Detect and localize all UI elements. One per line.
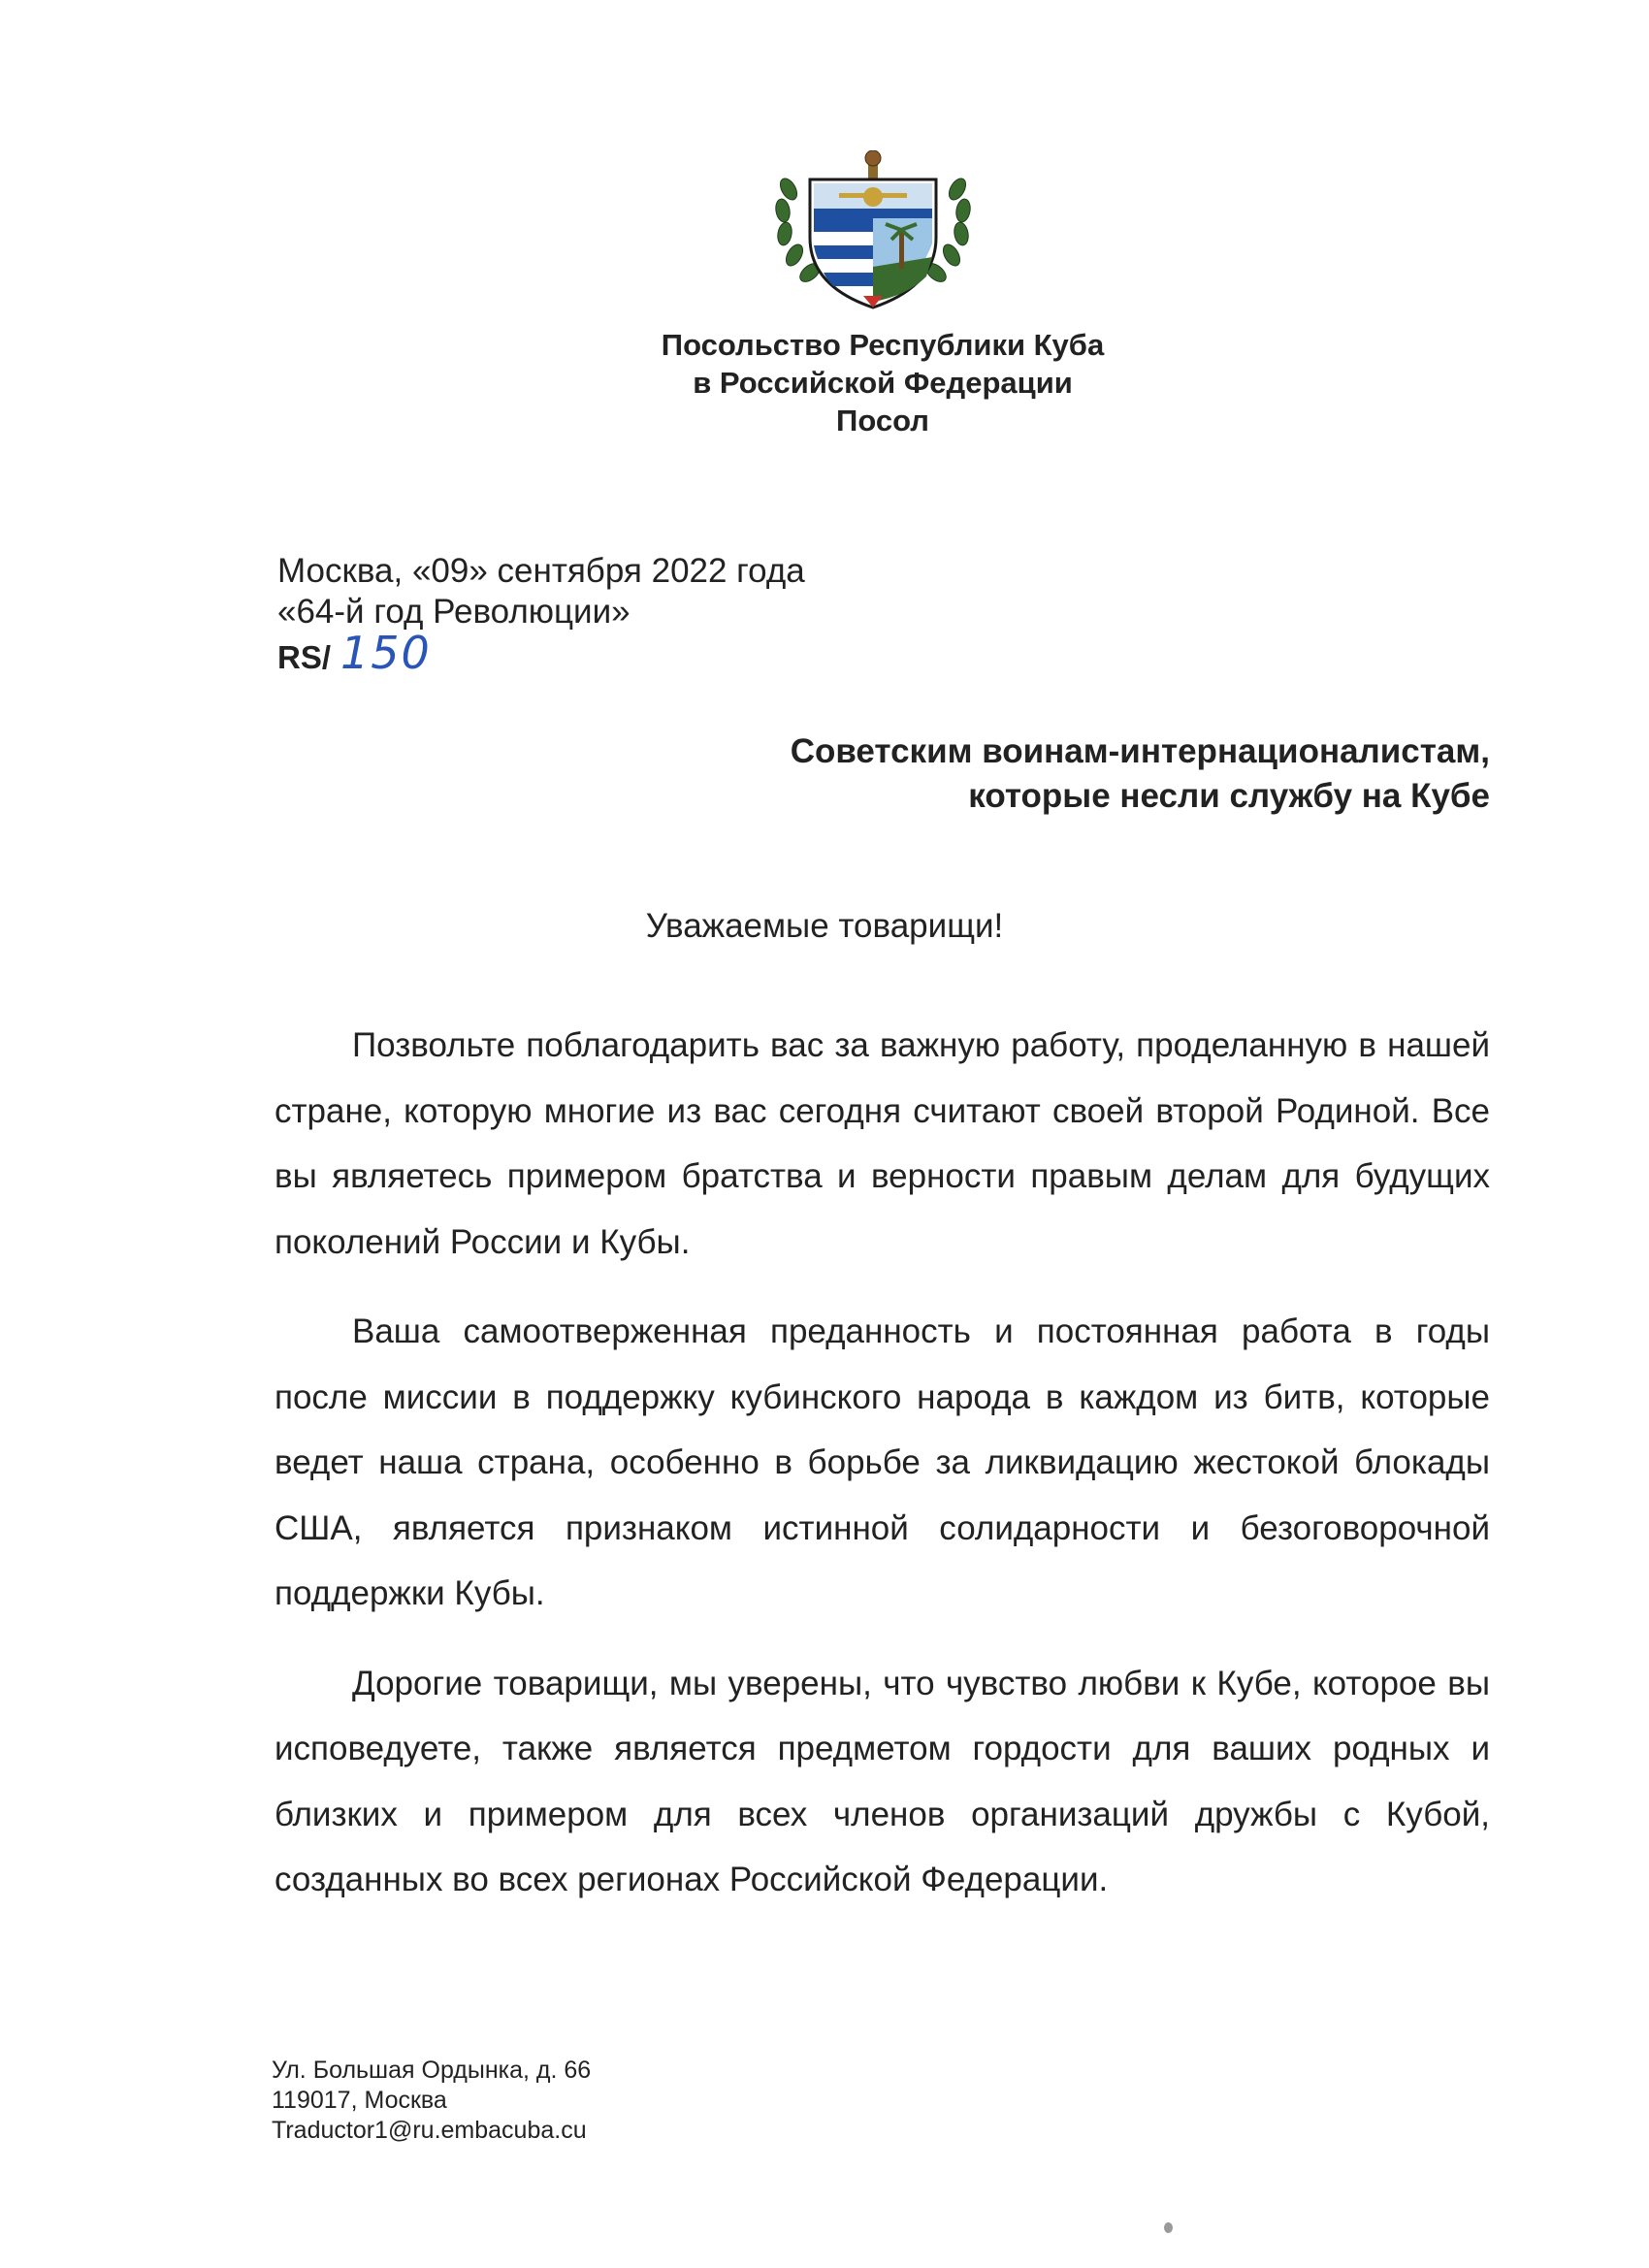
footer-address (272, 2056, 591, 2146)
addressee-line: которые несли службу на Кубе (968, 777, 1490, 815)
embassy-header (543, 326, 1222, 439)
addressee-line: Советским воинам-интернационалистам, (790, 732, 1490, 770)
org-country-line: в Российской Федерации (693, 366, 1073, 400)
letter-meta (277, 551, 805, 678)
footer-email: Traductor1@ru.embacuba.cu (272, 2117, 587, 2144)
handwritten-ref-number: 150 (340, 627, 432, 679)
footer-street: Ул. Большая Ордынка, д. 66 (272, 2057, 592, 2084)
footer-city: 119017, Москва (272, 2087, 447, 2114)
body-paragraph: Дорогие товарищи, мы уверены, что чувство любви к Кубе, которое вы исповедуете, также является предметом гордости для ваших родных и близких и примером для всех членов организаций дружбы с Кубой, созданных во всех регионах Российской Федерации. (275, 1664, 1490, 1898)
reference-number (277, 627, 805, 679)
org-title-line: Посол (836, 404, 929, 437)
body-paragraph: Ваша самоотверженная преданность и постоянная работа в годы после миссии в поддержку кубинского народа в каждом из битв, которые ведет наша страна, особенно в борьбе за ликвидацию жестокой блокады США, является признаком истинной солидарности и безоговорочной поддержки Кубы. (275, 1312, 1490, 1612)
body-paragraph: Позвольте поблагодарить вас за важную работу, проделанную в нашей стране, которую многие из вас сегодня считают своей второй Родиной. Все вы являетесь примером братства и верности правым делам для будущих поколений России и Кубы. (275, 1026, 1490, 1261)
place-date: Москва, «09» сентября 2022 года (277, 552, 805, 590)
org-name-line: Посольство Республики Куба (661, 328, 1105, 362)
letter-body (275, 1013, 1490, 1937)
ref-prefix: RS/ (277, 639, 332, 675)
scan-speck (1164, 2222, 1173, 2233)
addressee (791, 729, 1490, 819)
salutation: Уважаемые товарищи! (645, 907, 1004, 945)
year-motto: «64-й год Революции» (277, 593, 630, 631)
coat-of-arms-emblem (771, 150, 975, 315)
